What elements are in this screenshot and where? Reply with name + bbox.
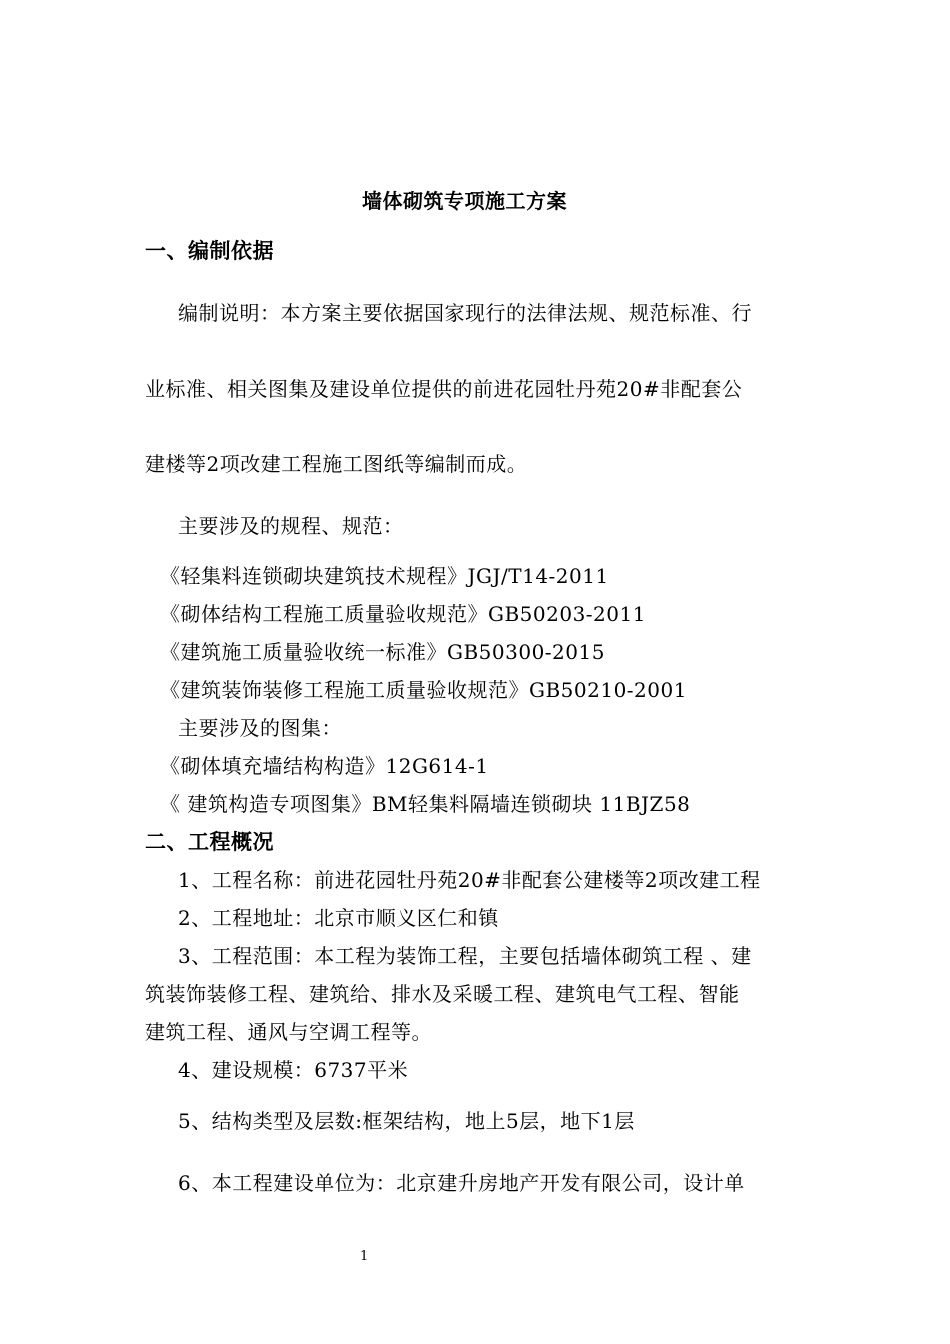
overview-line: 筑装饰装修工程、建筑给、排水及采暖工程、建筑电气工程、智能 (145, 982, 740, 1006)
basis-paragraph-line: 编制说明：本方案主要依据国家现行的法律法规、规范标准、行 (178, 301, 752, 325)
atlas-item: 《砌体填充墙结构构造》12G614-1 (160, 754, 489, 778)
page-number: 1 (360, 1249, 369, 1264)
code-item: 《轻集料连锁砌块建筑技术规程》JGJ/T14-2011 (160, 564, 609, 588)
atlas-intro: 主要涉及的图集： (178, 716, 342, 740)
overview-line: 6、本工程建设单位为：北京建升房地产开发有限公司，设计单 (178, 1171, 745, 1195)
overview-line: 2、工程地址：北京市顺义区仁和镇 (178, 906, 499, 930)
overview-line: 建筑工程、通风与空调工程等。 (145, 1020, 432, 1044)
overview-line: 1、工程名称：前进花园牡丹苑20#非配套公建楼等2项改建工程 (178, 868, 761, 892)
section-heading-basis: 一、编制依据 (145, 239, 274, 263)
section-heading-overview: 二、工程概况 (145, 830, 274, 854)
overview-line: 3、工程范围：本工程为装饰工程，主要包括墙体砌筑工程 、建 (178, 944, 752, 968)
document-title: 墙体砌筑专项施工方案 (362, 189, 567, 213)
codes-intro: 主要涉及的规程、规范： (178, 514, 404, 538)
code-item: 《建筑装饰装修工程施工质量验收规范》GB50210-2001 (160, 678, 687, 702)
overview-line: 5、结构类型及层数:框架结构，地上5层，地下1层 (178, 1109, 635, 1133)
overview-line: 4、建设规模：6737平米 (178, 1058, 409, 1082)
code-item: 《建筑施工质量验收统一标准》GB50300-2015 (160, 640, 605, 664)
code-item: 《砌体结构工程施工质量验收规范》GB50203-2011 (160, 602, 646, 626)
basis-paragraph-line: 业标准、相关图集及建设单位提供的前进花园牡丹苑20#非配套公 (145, 377, 743, 401)
atlas-item: 《 建筑构造专项图集》BM轻集料隔墙连锁砌块 11BJZ58 (160, 792, 691, 816)
basis-paragraph-line: 建楼等2项改建工程施工图纸等编制而成。 (145, 452, 528, 476)
